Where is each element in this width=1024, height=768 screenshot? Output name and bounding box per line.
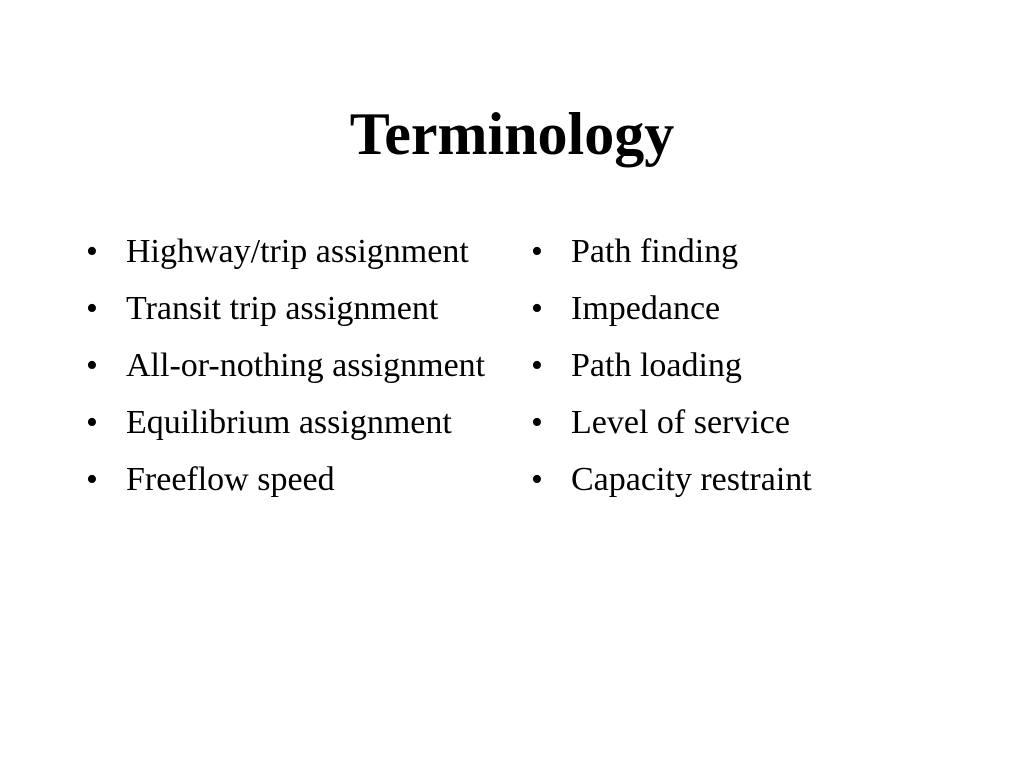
list-item (531, 342, 961, 390)
bullet-icon: • (86, 404, 98, 441)
bullet-icon: • (531, 461, 543, 498)
bullet-icon: • (86, 290, 98, 327)
left-bullet-list (86, 228, 506, 513)
list-item-text: Path loading (571, 347, 742, 384)
slide-title: Terminology (349, 101, 675, 167)
list-item-text: Capacity restraint (571, 461, 812, 498)
list-item (86, 456, 506, 504)
bullet-icon: • (531, 233, 543, 270)
bullet-icon: • (531, 290, 543, 327)
right-bullet-list (531, 228, 961, 513)
list-item (86, 285, 506, 333)
bullet-icon: • (86, 461, 98, 498)
list-item (86, 228, 506, 276)
list-item (531, 285, 961, 333)
list-item-text: Highway/trip assignment (126, 233, 469, 270)
list-item-text: Transit trip assignment (126, 290, 439, 327)
list-item (86, 342, 506, 390)
bullet-icon: • (531, 404, 543, 441)
list-item-text: Equilibrium assignment (126, 404, 452, 441)
list-item-text: Freeflow speed (126, 461, 335, 498)
list-item (531, 399, 961, 447)
list-item (86, 399, 506, 447)
list-item-text: Level of service (571, 404, 790, 441)
bullet-icon: • (531, 347, 543, 384)
list-item-text: Impedance (571, 290, 721, 327)
bullet-icon: • (86, 347, 98, 384)
list-item (531, 456, 961, 504)
bullet-icon: • (86, 233, 98, 270)
list-item-text: All-or-nothing assignment (126, 347, 486, 384)
list-item-text: Path finding (571, 233, 739, 270)
list-item (531, 228, 961, 276)
